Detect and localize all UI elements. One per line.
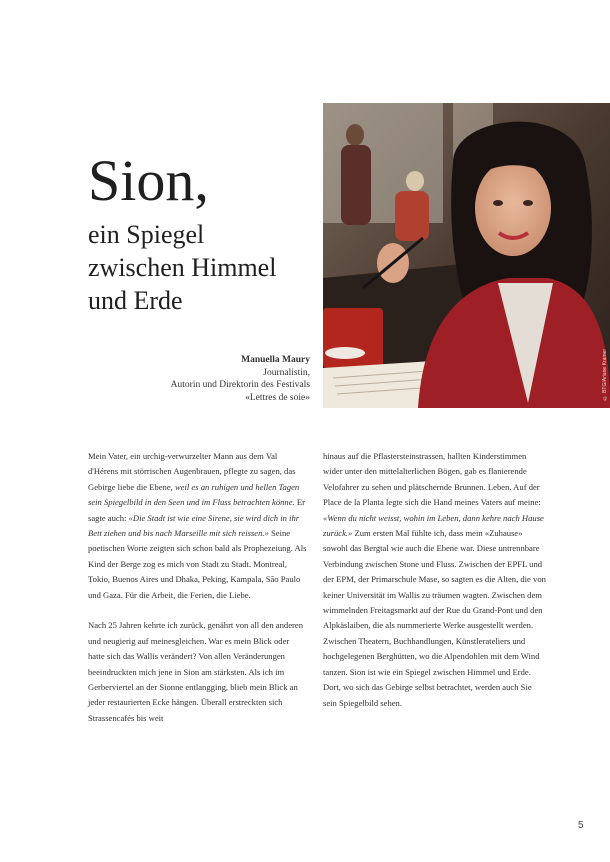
page-title: Sion,: [88, 148, 209, 213]
subtitle-line: und Erde: [88, 286, 183, 315]
page-number: 5: [578, 820, 584, 831]
article-text: Mein Vater, ein urchig-verwurzelter Mann aus dem Val d'Hérens mit störrischen Augenbrauen, pflegte zu sagen, das Gebirge liebe die Ebene,: [88, 451, 296, 492]
subtitle-line: zwischen Himmel: [88, 253, 277, 282]
portrait-photo-icon: [323, 103, 610, 408]
author-role: «Lettres de soie»: [245, 392, 310, 403]
author-role: Autorin und Direktorin des Festivals: [170, 380, 310, 390]
author-role: Journalistin,: [263, 367, 310, 378]
page-subtitle: [88, 218, 276, 317]
author-name: Manuella Maury: [241, 355, 310, 365]
article-column-left: [88, 449, 308, 742]
article-column-right: [323, 449, 547, 726]
article-quote: «Die Stadt ist wie eine Sirene, sie wird dich in ihr Bett ziehen und bis nach Marseille mit sich reissen.»: [88, 512, 300, 539]
article-paragraph: [323, 449, 547, 711]
article-text: hinaus auf die Pflastersteinstrassen, hallten Kinderstimmen wider unter den mittelalterlichen Bögen, gab es flanierende Velofahrer zu sehen und plätschernde Brunnen. Leben. Auf der Place de la Planta legte sich die Hand meines Vaters auf meine:: [323, 451, 541, 508]
article-paragraph: [88, 449, 308, 603]
author-portrait-photo: [323, 103, 610, 408]
article-text: Seine poetischen Worte zeigten sich schon bald als Prophezeiung. Als Kind der Berge zog es mich von Stadt zu Stadt. Montreal, Tokio, Buenos Aires und Dhaka, Peking, Kampala, São Paulo und Gaza. Für die Arbeit, die Ferien, die Liebe.: [88, 528, 307, 600]
author-byline: [150, 354, 310, 404]
article-paragraph: Nach 25 Jahren kehrte ich zurück, genährt von all den anderen und neugierig auf meinesgleichen. War es mein Blick oder hatte sich das Wallis verändert? Von allen Veränderungen beeindruckten mich jene in Sion am stärksten. Als ich im Gerberviertel an der Sionne entlangging, blieb mein Blick an jeder restaurierten Ecke hängen. Überall erstreckten sich Strassencafés bis weit: [88, 620, 303, 723]
subtitle-line: ein Spiegel: [88, 220, 205, 249]
article-text: Er sagte auch:: [88, 497, 305, 523]
article-quote: «Wenn du nicht weisst, wohin im Leben, dann kehre nach Hause zurück.»: [323, 512, 544, 539]
article-text: Zum ersten Mal fühlte ich, dass mein «Zuhause» sowohl das Bergtal wie auch die Ebene war. Diese untrennbare Verbindung zwischen Stone und Fluss. Zwischen der EPFL und der EPM, der Primarschule Mase, so sagten es die Alten, die von keiner Universität im Wallis zu träumen wagten. Zwischen dem wimmelnden Freitagsmarkt auf der Rue du Grand-Pont und den Alpkäslaiben, die als nummerierte Werke ausgestellt werden. Zwischen Theatern, Buchhandlungen, Künstlerateliers und hochgelegenen Berghütten, wo die Alpendohlen mit dem Wind tanzen. Sion ist wie ein Spiegel zwischen Himmel und Erde. Dort, wo sich das Gebirge selbst betrachtet, werden auch Sie sein Spiegelbild sehen.: [323, 528, 546, 708]
photo-credit: © BTG/Ariane Kramer: [602, 348, 608, 400]
article-quote: weil es an ruhigen und hellen Tagen sein Spiegelbild in den Seen und im Fluss betrachten könne.: [88, 481, 300, 508]
